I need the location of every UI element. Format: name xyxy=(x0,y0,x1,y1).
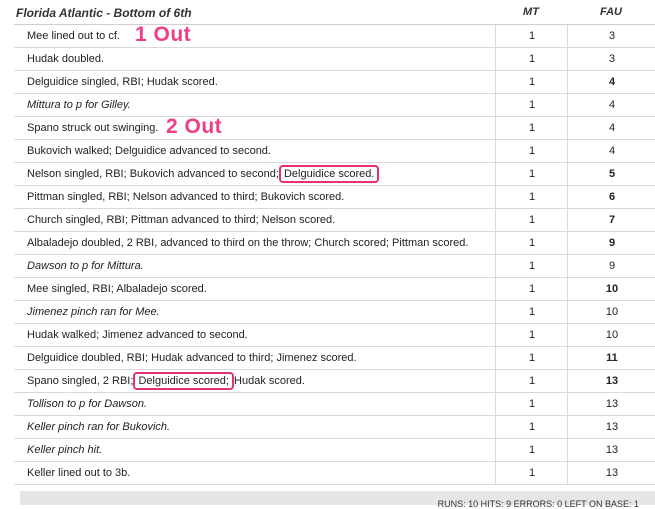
score-fau: 4 xyxy=(567,71,655,93)
score-mt: 1 xyxy=(495,71,568,93)
score-fau: 4 xyxy=(567,117,655,139)
play-row xyxy=(14,140,655,163)
score-fau: 13 xyxy=(567,393,655,415)
play-description: Tollison to p for Dawson. xyxy=(27,398,148,410)
play-row xyxy=(14,370,655,393)
play-row xyxy=(14,94,655,117)
play-rows xyxy=(14,25,655,485)
play-description: Mee singled, RBI; Albaladejo scored. xyxy=(27,283,207,295)
column-header-mt: MT xyxy=(523,6,539,18)
play-row xyxy=(14,347,655,370)
score-mt: 1 xyxy=(495,255,568,277)
score-mt: 1 xyxy=(495,94,568,116)
score-mt: 1 xyxy=(495,232,568,254)
play-description: Mittura to p for Gilley. xyxy=(27,99,131,111)
score-mt: 1 xyxy=(495,140,568,162)
score-fau: 3 xyxy=(567,48,655,70)
play-row xyxy=(14,462,655,485)
inning-summary: RUNS: 10 HITS: 9 ERRORS: 0 LEFT ON BASE: 1 xyxy=(437,499,639,509)
score-mt: 1 xyxy=(495,25,568,47)
play-description: Albaladejo doubled, 2 RBI, advanced to third on the throw; Church scored; Pittman scored. xyxy=(27,237,469,249)
play-row xyxy=(14,117,655,140)
play-description: Mee lined out to cf. xyxy=(27,30,120,42)
play-description: Church singled, RBI; Pittman advanced to third; Nelson scored. xyxy=(27,214,336,226)
play-description: Pittman singled, RBI; Nelson advanced to third; Bukovich scored. xyxy=(27,191,345,203)
score-fau: 13 xyxy=(567,416,655,438)
score-fau: 7 xyxy=(567,209,655,231)
play-description: Hudak walked; Jimenez advanced to second. xyxy=(27,329,248,341)
play-row xyxy=(14,48,655,71)
play-row xyxy=(14,163,655,186)
score-mt: 1 xyxy=(495,370,568,392)
play-row xyxy=(14,25,655,48)
play-description: Nelson singled, RBI; Bukovich advanced to second; Delguidice scored. xyxy=(27,168,375,180)
play-row xyxy=(14,416,655,439)
score-mt: 1 xyxy=(495,462,568,484)
play-description: Dawson to p for Mittura. xyxy=(27,260,144,272)
score-mt: 1 xyxy=(495,301,568,323)
score-fau: 11 xyxy=(567,347,655,369)
play-description: Keller lined out to 3b. xyxy=(27,467,131,479)
column-header-fau: FAU xyxy=(600,6,622,18)
score-fau: 13 xyxy=(567,370,655,392)
score-mt: 1 xyxy=(495,324,568,346)
play-row xyxy=(14,232,655,255)
score-fau: 4 xyxy=(567,94,655,116)
inning-title: Florida Atlantic - Bottom of 6th xyxy=(16,6,192,20)
score-mt: 1 xyxy=(495,209,568,231)
score-mt: 1 xyxy=(495,347,568,369)
score-mt: 1 xyxy=(495,48,568,70)
score-fau: 5 xyxy=(567,163,655,185)
score-fau: 6 xyxy=(567,186,655,208)
score-fau: 10 xyxy=(567,324,655,346)
score-fau: 10 xyxy=(567,278,655,300)
annotation-2-out: 2 Out xyxy=(166,115,223,138)
highlighted-phrase: Delguidice scored; xyxy=(138,375,229,387)
score-mt: 1 xyxy=(495,416,568,438)
score-fau: 9 xyxy=(567,255,655,277)
score-fau: 4 xyxy=(567,140,655,162)
play-row xyxy=(14,393,655,416)
score-fau: 3 xyxy=(567,25,655,47)
score-mt: 1 xyxy=(495,117,568,139)
play-description: Keller pinch hit. xyxy=(27,444,103,456)
play-by-play-table xyxy=(14,0,655,485)
play-description: Hudak doubled. xyxy=(27,53,105,65)
play-row xyxy=(14,209,655,232)
score-fau: 9 xyxy=(567,232,655,254)
play-description: Delguidice singled, RBI; Hudak scored. xyxy=(27,76,218,88)
play-description: Keller pinch ran for Bukovich. xyxy=(27,421,171,433)
play-row xyxy=(14,324,655,347)
play-description: Spano singled, 2 RBI; Delguidice scored; Hudak scored. xyxy=(27,375,305,387)
play-row xyxy=(14,186,655,209)
play-description: Spano struck out swinging. xyxy=(27,122,159,134)
play-row xyxy=(14,255,655,278)
play-description: Bukovich walked; Delguidice advanced to second. xyxy=(27,145,271,157)
play-row xyxy=(14,71,655,94)
play-description: Jimenez pinch ran for Mee. xyxy=(27,306,160,318)
score-fau: 13 xyxy=(567,439,655,461)
play-description: Delguidice doubled, RBI; Hudak advanced to third; Jimenez scored. xyxy=(27,352,357,364)
play-row xyxy=(14,439,655,462)
highlighted-phrase: Delguidice scored. xyxy=(283,168,375,180)
play-row xyxy=(14,301,655,324)
annotation-1-out: 1 Out xyxy=(135,23,192,46)
score-fau: 13 xyxy=(567,462,655,484)
score-mt: 1 xyxy=(495,393,568,415)
score-mt: 1 xyxy=(495,439,568,461)
inning-header xyxy=(14,0,655,25)
score-mt: 1 xyxy=(495,278,568,300)
score-mt: 1 xyxy=(495,163,568,185)
score-fau: 10 xyxy=(567,301,655,323)
play-row xyxy=(14,278,655,301)
score-mt: 1 xyxy=(495,186,568,208)
